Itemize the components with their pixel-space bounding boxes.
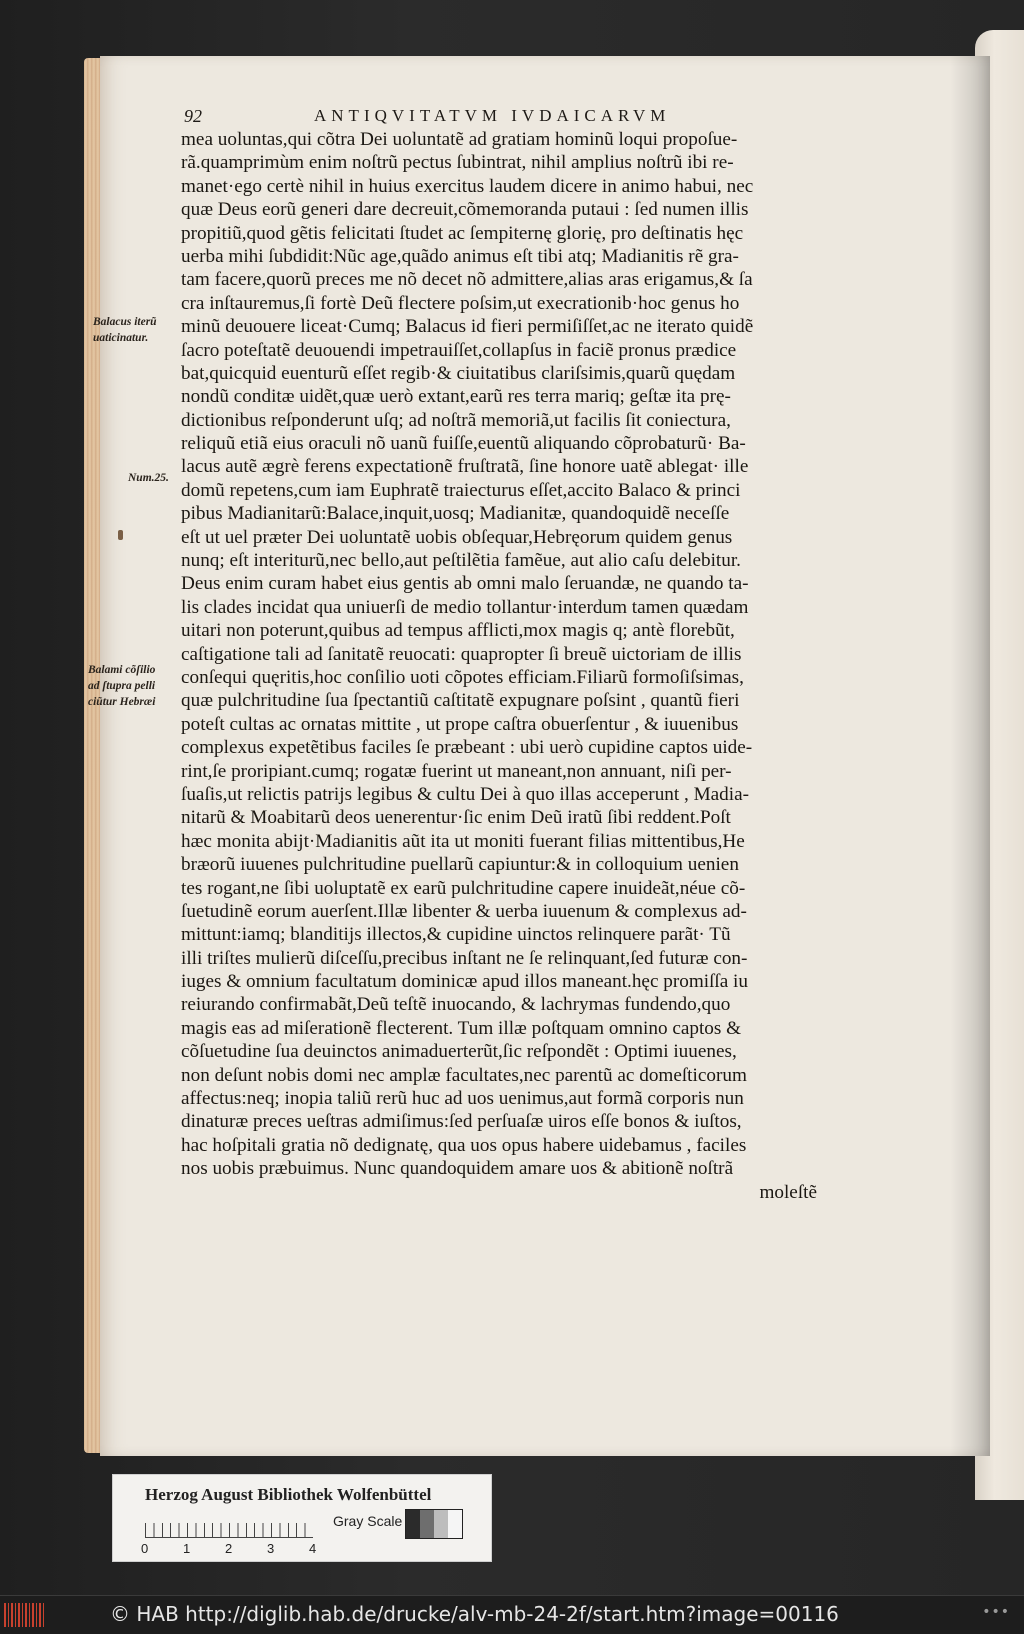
gray-scale-swatches — [405, 1509, 463, 1539]
text-line: quæ Deus eorũ generi dare decreuit,cõmemoranda putaui : ſed numen illis — [181, 199, 749, 221]
text-line: reiurando confirmabãt,Deũ teſtẽ inuocando, & lachrymas fundendo,quo — [181, 994, 731, 1016]
gray-swatch — [406, 1510, 420, 1538]
running-head-title: ANTIQVITATVM IVDAICARVM — [314, 106, 671, 125]
marginal-line: ad ſtupra pelli — [88, 680, 156, 692]
marginal-note-num — [128, 470, 169, 486]
text-line: tes rogant,ne ſibi uoluptatẽ ex earũ pulchritudine capere inuideãt,néue cõ- — [181, 877, 746, 899]
marginal-line: Balacus iterũ — [93, 316, 157, 328]
text-line: nondũ conditæ uidẽt,quæ uerò extant,earũ res terra mariq; geſtæ ita prę- — [181, 386, 731, 408]
text-line: moleſtẽ — [759, 1181, 817, 1203]
text-line: dictionibus reſponderunt uſq; ad noſtrã memoriã,ut facilis ſit coniectura, — [181, 409, 731, 431]
text-line: magis eas ad miſerationẽ flecterent. Tum illæ poſtquam omnino captos & — [181, 1017, 742, 1039]
text-line: hac hoſpitali gratia nõ dedignatę, qua uos opus habere uidebamus , faciles — [181, 1134, 747, 1156]
bookmark-tab — [118, 530, 123, 540]
text-line: caſtigatione tali ad ſanitatẽ reuocati: quapropter ſi breuẽ uictoriam de illis — [181, 643, 742, 665]
text-line: ſacro poteſtatẽ deuouendi impetrauiſſet,collapſus in faciẽ pronus prædice — [181, 339, 737, 361]
scale-ruler — [145, 1515, 313, 1538]
marginal-line: uaticinatur. — [93, 332, 149, 344]
marginal-line: Balami cõſilio — [88, 664, 156, 676]
text-line: hæc monita abijt·Madianitis aũt ita ut moniti fuerant filias mittentibus,He — [181, 830, 745, 852]
text-line: mea uoluntas,qui cõtra Dei uoluntatẽ ad gratiam hominũ loqui propoſue- — [181, 129, 738, 150]
scale-number: 4 — [309, 1541, 317, 1556]
status-bar — [0, 1595, 1024, 1634]
text-line: Deus enim curam habet eius gentis ab omni malo ſeruandæ, ne quando ta- — [181, 573, 749, 595]
body-text — [181, 128, 817, 1204]
text-line: tam facere,quorũ preces me nõ decet nõ admittere,alias aras erigamus,& ſa — [181, 269, 753, 291]
page-number: 92 — [184, 106, 202, 126]
library-name: Herzog August Bibliothek Wolfenbüttel — [145, 1485, 432, 1504]
marginal-note-balacus — [93, 314, 157, 346]
text-line: lacus autẽ ægrè ferens expectationẽ fruſtratã, ſine honore uatẽ ablegat· ille — [181, 456, 749, 478]
text-line: affectus:neq; inopia taliũ rerũ huc ad uos uenimus,aut formã corporis nun — [181, 1088, 744, 1110]
gray-swatch — [448, 1510, 462, 1538]
text-line: nunq; eſt interiturũ,nec bello,aut peſtilẽtia famẽue, aut alio caſu delebitur. — [181, 550, 741, 572]
text-line: bat,quicquid euenturũ eſſet regib·& ciuitatibus clariſsimis,quarũ quędam — [181, 362, 736, 384]
text-line: manet·ego certè nihil in huius exercitus laudem dicere in animo habui, nec — [181, 175, 754, 197]
gutter-shade — [950, 56, 990, 1456]
text-line: uerba mihi ſubdidit:Nũc age,quãdo animus eſt tibi atq; Madianitis rẽ gra- — [181, 245, 739, 267]
gray-scale-label: Gray Scale — [333, 1513, 403, 1529]
gray-swatch — [434, 1510, 448, 1538]
scale-number: 0 — [141, 1541, 149, 1556]
source-url-text[interactable]: © HAB http://diglib.hab.de/drucke/alv-mb-24-2f/start.htm?image=00116 — [110, 1602, 839, 1626]
marginal-line: Num.25. — [128, 472, 169, 484]
text-line: domũ repetens,cum iam Euphratẽ traiecturus eſſet,accito Balaco & princi — [181, 479, 741, 501]
text-line: lis clades incidat qua uniuerſi de medio tollantur·interdum tamen quædam — [181, 596, 749, 618]
text-line: illi triſtes mulierũ diſceſſu,precibus inſtant ne ſe relinquant,ſed futuræ con- — [181, 947, 748, 969]
marginal-line: ciũtur Hebræi — [88, 696, 156, 708]
text-line: propitiũ,quod gẽtis felicitati ſtudet ac ſempiternę glorię, pro deſtinatis hęc — [181, 222, 744, 244]
scale-number: 2 — [225, 1541, 233, 1556]
text-line: eſt ut uel præter Dei uoluntatẽ uobis obſequar,Hebręorum quidem genus — [181, 526, 733, 548]
text-line: quæ pulchritudine ſua ſpectantiũ caſtitatẽ expugnare poſsint , quantũ fieri — [181, 690, 740, 712]
text-line: dinaturæ preces ueſtras admiſimus:ſed perſuaſæ uiros eſſe bonos & iuſtos, — [181, 1111, 742, 1133]
running-head — [184, 106, 804, 128]
text-line: iuges & omnium facultatum dominicæ apud illos maneant.hęc promiſſa iu — [181, 971, 748, 993]
marginal-note-balami — [88, 662, 155, 710]
text-line: bræorũ iuuenes pulchritudine puellarũ capiuntur:& in colloquium uenien — [181, 854, 739, 876]
color-calibration-bar — [112, 1474, 492, 1562]
text-line: cra inſtauremus,ſi fortè Deũ flectere poſsim,ut execrationib·hoc genus ho — [181, 292, 740, 314]
text-line: minũ deuouere liceat·Cumq; Balacus id fieri permiſiſſet,ac ne iterato quidẽ — [181, 316, 754, 338]
text-line: nitarũ & Moabitarũ deos uenerentur·ſic enim Deũ iratũ ſibi reddent.Poſt — [181, 807, 731, 829]
text-line: non deſunt nobis domi nec amplæ facultates,nec parentũ ac domeſticorum — [181, 1064, 747, 1086]
text-line: cõſuetudine ſua deuinctos animaduerterũt,ſic reſpondẽt : Optimi iuuenes, — [181, 1041, 737, 1063]
text-line: nos uobis præbuimus. Nunc quandoquidem amare uos & abitionẽ noſtrã — [181, 1158, 734, 1180]
text-line: ſuaſis,ut relictis patrijs legibus & cultu Dei à quo illas acceperunt , Madia- — [181, 783, 750, 805]
text-line: mittunt:iamq; blanditijs illectos,& cupidine uinctos relinquere parãt· Tũ — [181, 924, 731, 946]
text-line: complexus expetẽtibus faciles ſe præbeant : ubi uerò cupidine captos uide- — [181, 737, 753, 759]
scale-number: 3 — [267, 1541, 275, 1556]
text-line: pibus Madianitarũ:Balace,inquit,uosq; Madianitæ, quandoquidẽ neceſſe — [181, 503, 730, 525]
scale-number: 1 — [183, 1541, 191, 1556]
text-line: rã.quamprimùm enim noſtrũ pectus ſubintrat, nihil amplius noſtrũ ibi re- — [181, 152, 734, 174]
text-line: reliquũ etiã eius oraculi nõ uanũ fuiſſe,euentũ aliquando cõprobaturũ· Ba- — [181, 433, 746, 455]
text-line: conſequi quęritis,hoc conſilio uoti cõpotes efficiam.Filiarũ formoſiſsimas, — [181, 666, 744, 688]
text-line: uitari non poterunt,quibus ad tempus afflicti,mox magis q; antè florebũt, — [181, 620, 735, 642]
text-line: ſuetudinẽ eorum auerſent.Illæ libenter & uerba iuuenum & complexus ad- — [181, 900, 747, 922]
barcode-icon — [4, 1603, 44, 1627]
text-line: poteſt cultas ac ornatas mittite , ut prope caſtra obuerſentur , & iuuenibus — [181, 713, 739, 735]
gray-swatch — [420, 1510, 434, 1538]
text-line: rint,ſe proripiant.cumq; rogatæ fuerint ut maneant,non annuant, niſi per- — [181, 760, 732, 782]
more-options-icon[interactable]: ••• — [982, 1604, 1010, 1620]
